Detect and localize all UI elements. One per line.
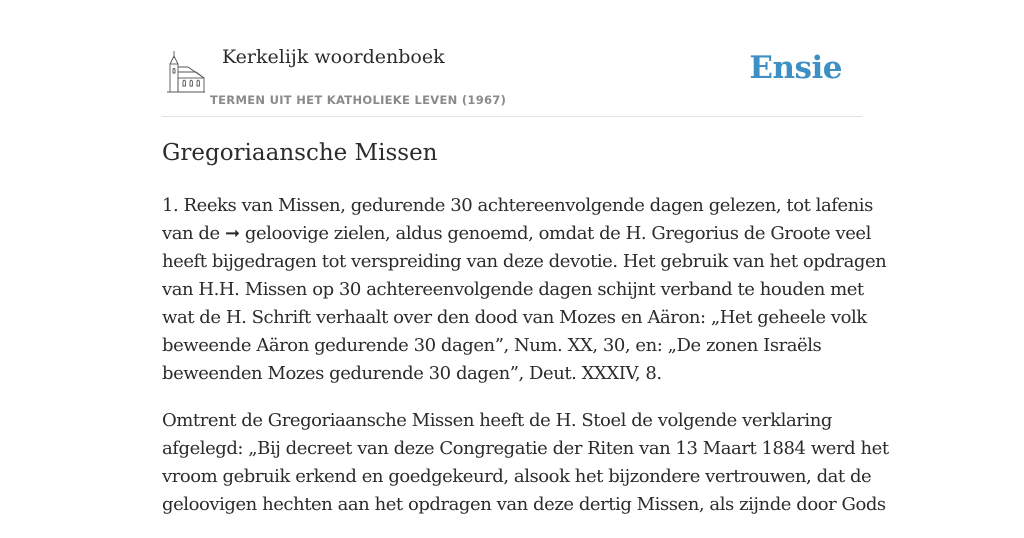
text-line: beweenden Mozes gedurende 30 dagen”, Deut. XXXIV, 8. xyxy=(162,363,662,384)
text-line: beweende Aäron gedurende 30 dagen”, Num. XX, 30, en: „De zonen Israëls xyxy=(162,335,822,356)
text-line: wat de H. Schrift verhaalt over den dood van Mozes en Aäron: „Het geheele volk xyxy=(162,307,867,328)
page-title: Gregoriaansche Missen xyxy=(162,140,438,166)
cross-reference-arrow-icon[interactable]: ➞ xyxy=(224,223,240,244)
page-container xyxy=(162,0,889,515)
text-line: afgelegd: „Bij decreet van deze Congregatie der Riten van 13 Maart 1884 werd het xyxy=(162,438,889,459)
text-line: Omtrent de Gregoriaansche Missen heeft de H. Stoel de volgende verklaring xyxy=(162,410,832,431)
text-line xyxy=(162,220,871,248)
text-line: vroom gebruik erkend en goedgekeurd, alsook het bijzondere vertrouwen, dat de xyxy=(162,466,872,487)
text-line: van H.H. Missen op 30 achtereenvolgende dagen schijnt verband te houden met xyxy=(162,279,864,300)
text-fragment: geloovige zielen, aldus genoemd, omdat de H. Gregorius de Groote veel xyxy=(239,223,871,244)
paragraph-2 xyxy=(162,407,889,519)
text-fragment: van de xyxy=(162,223,225,244)
entry-body xyxy=(162,192,889,538)
ensie-logo-link[interactable]: Ensie xyxy=(749,50,842,86)
text-line: heeft bijgedragen tot verspreiding van deze devotie. Het gebruik van het opdragen xyxy=(162,251,887,272)
site-title[interactable]: Kerkelijk woordenboek xyxy=(222,46,445,68)
text-line: 1. Reeks van Missen, gedurende 30 achtereenvolgende dagen gelezen, tot lafenis xyxy=(162,195,873,216)
site-header xyxy=(162,0,862,117)
text-line: geloovigen hechten aan het opdragen van deze dertig Missen, als zijnde door Gods xyxy=(162,494,886,515)
church-icon[interactable] xyxy=(166,50,206,94)
paragraph-1 xyxy=(162,192,887,388)
site-subtitle: TERMEN UIT HET KATHOLIEKE LEVEN (1967) xyxy=(210,93,507,107)
